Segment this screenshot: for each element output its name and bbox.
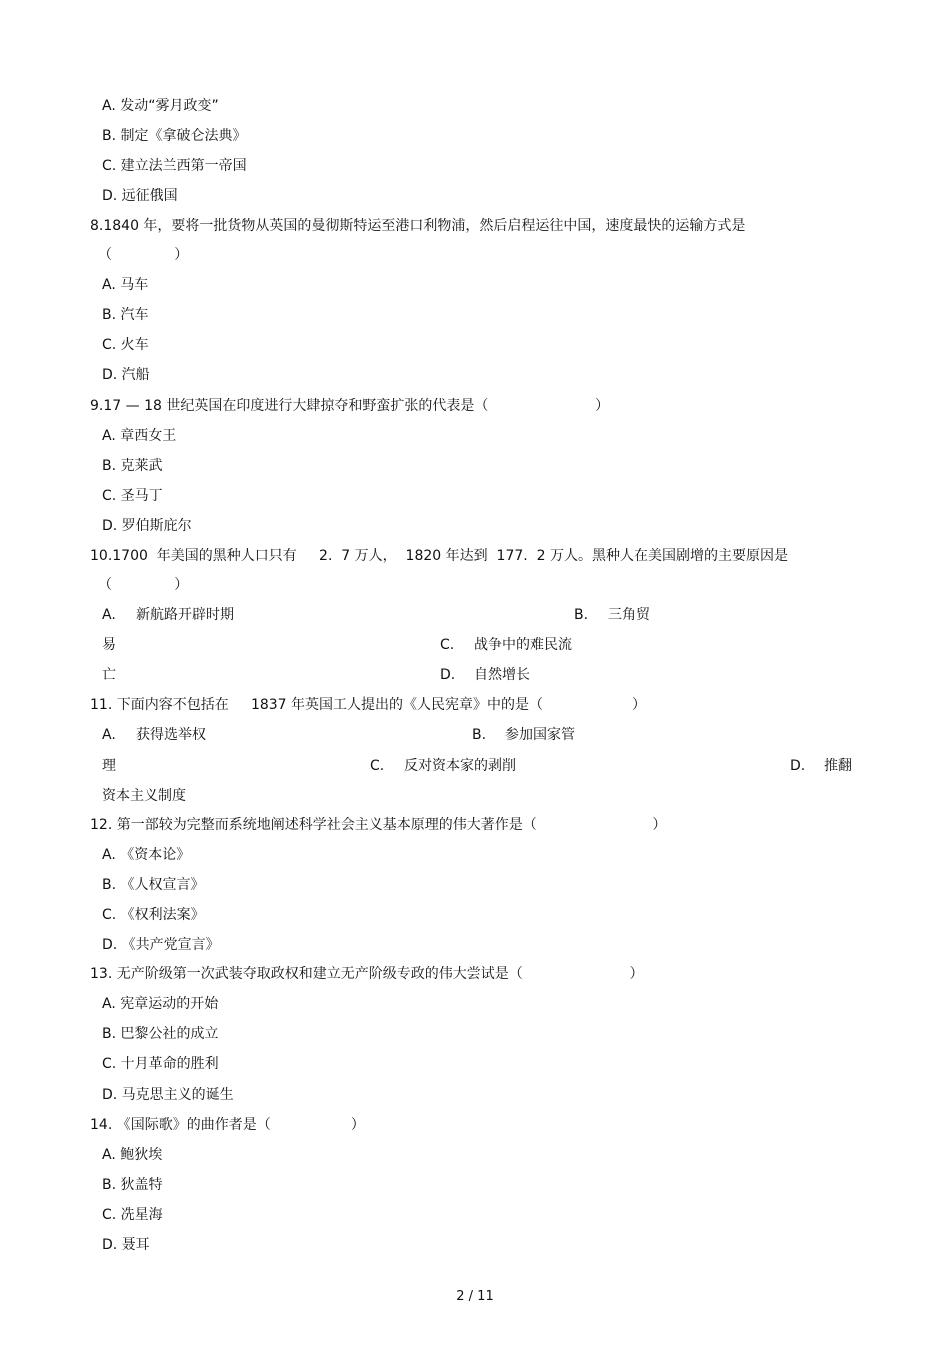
q11-option-a-text: 获得选举权: [136, 727, 206, 743]
q8-option-b: B. 汽车: [102, 307, 149, 323]
q11-option-d-continued: 资本主义制度: [102, 788, 186, 804]
q14-option-c: C. 冼星海: [102, 1207, 163, 1223]
q11-option-b-continued: 理: [102, 758, 116, 774]
q11-option-c-text: 反对资本家的剥削: [404, 758, 516, 774]
q11-option-b-label: B.: [472, 727, 487, 743]
q7-option-a: A. 发动“雾月政变”: [102, 98, 219, 114]
q10-option-c-text: 战争中的难民流: [474, 637, 572, 653]
q9-option-d: D. 罗伯斯庇尔: [102, 518, 192, 534]
q13-option-a: A. 宪章运动的开始: [102, 996, 219, 1012]
q10-option-c-label: C.: [440, 637, 455, 653]
q8-option-c: C. 火车: [102, 337, 149, 353]
q10-option-a-label: A.: [102, 607, 116, 623]
q10-option-c-continued: 亡: [102, 667, 116, 683]
q10-option-d-label: D.: [440, 667, 456, 683]
q12-option-a: A. 《资本论》: [102, 847, 191, 863]
q14-option-d: D. 聂耳: [102, 1237, 150, 1253]
q13-option-c: C. 十月革命的胜利: [102, 1056, 219, 1072]
q13-option-b: B. 巴黎公社的成立: [102, 1026, 219, 1042]
q12-option-b: B. 《人权宣言》: [102, 877, 205, 893]
q9-option-a: A. 章西女王: [102, 428, 177, 444]
q12-stem: 12. 第一部较为完整而系统地阐述科学社会主义基本原理的伟大著作是（ ）: [90, 817, 667, 833]
q10-option-b-label: B.: [574, 607, 589, 623]
q11-option-d-text: 推翻: [824, 758, 852, 774]
page-number: 2 / 11: [456, 1289, 494, 1304]
q10-option-a-text: 新航路开辟时期: [136, 607, 234, 623]
q10-option-b-text: 三角贸: [608, 607, 650, 623]
q8-answer-paren: （ ）: [98, 247, 189, 263]
q7-option-b: B. 制定《拿破仑法典》: [102, 128, 247, 144]
q8-option-a: A. 马车: [102, 277, 149, 293]
q8-option-d: D. 汽船: [102, 367, 150, 383]
q13-stem: 13. 无产阶级第一次武装夺取政权和建立无产阶级专政的伟大尝试是（ ）: [90, 966, 644, 982]
q11-option-b-text: 参加国家管: [505, 727, 575, 743]
q7-option-c: C. 建立法兰西第一帝国: [102, 158, 247, 174]
q11-stem: 11. 下面内容不包括在 1837 年英国工人提出的《人民宪章》中的是（ ）: [90, 697, 647, 713]
q9-stem: 9.17 — 18 世纪英国在印度进行大肆掠夺和野蛮扩张的代表是（ ）: [90, 398, 610, 414]
q12-option-c: C. 《权利法案》: [102, 907, 205, 923]
q14-option-b: B. 狄盖特: [102, 1177, 163, 1193]
q11-option-c-label: C.: [370, 758, 385, 774]
q13-option-d: D. 马克思主义的诞生: [102, 1087, 234, 1103]
q14-stem: 14. 《国际歌》的曲作者是（ ）: [90, 1117, 365, 1133]
q9-option-c: C. 圣马丁: [102, 488, 163, 504]
q10-stem: 10.1700 年美国的黑种人口只有 2. 7 万人， 1820 年达到 177. 2 万人。黑种人在美国剧增的主要原因是: [90, 548, 788, 564]
q12-option-d: D. 《共产党宣言》: [102, 937, 220, 953]
q10-option-b-continued: 易: [102, 637, 116, 653]
q11-option-a-label: A.: [102, 727, 116, 743]
q7-option-d: D. 远征俄国: [102, 188, 178, 204]
q10-answer-paren: （ ）: [98, 577, 189, 593]
q10-option-d-text: 自然增长: [474, 667, 530, 683]
q14-option-a: A. 鲍狄埃: [102, 1147, 163, 1163]
q11-option-d-label: D.: [790, 758, 806, 774]
q8-stem: 8.1840 年，要将一批货物从英国的曼彻斯特运至港口利物浦，然后启程运往中国，速度最快的运输方式是: [90, 218, 746, 234]
q9-option-b: B. 克莱武: [102, 458, 163, 474]
